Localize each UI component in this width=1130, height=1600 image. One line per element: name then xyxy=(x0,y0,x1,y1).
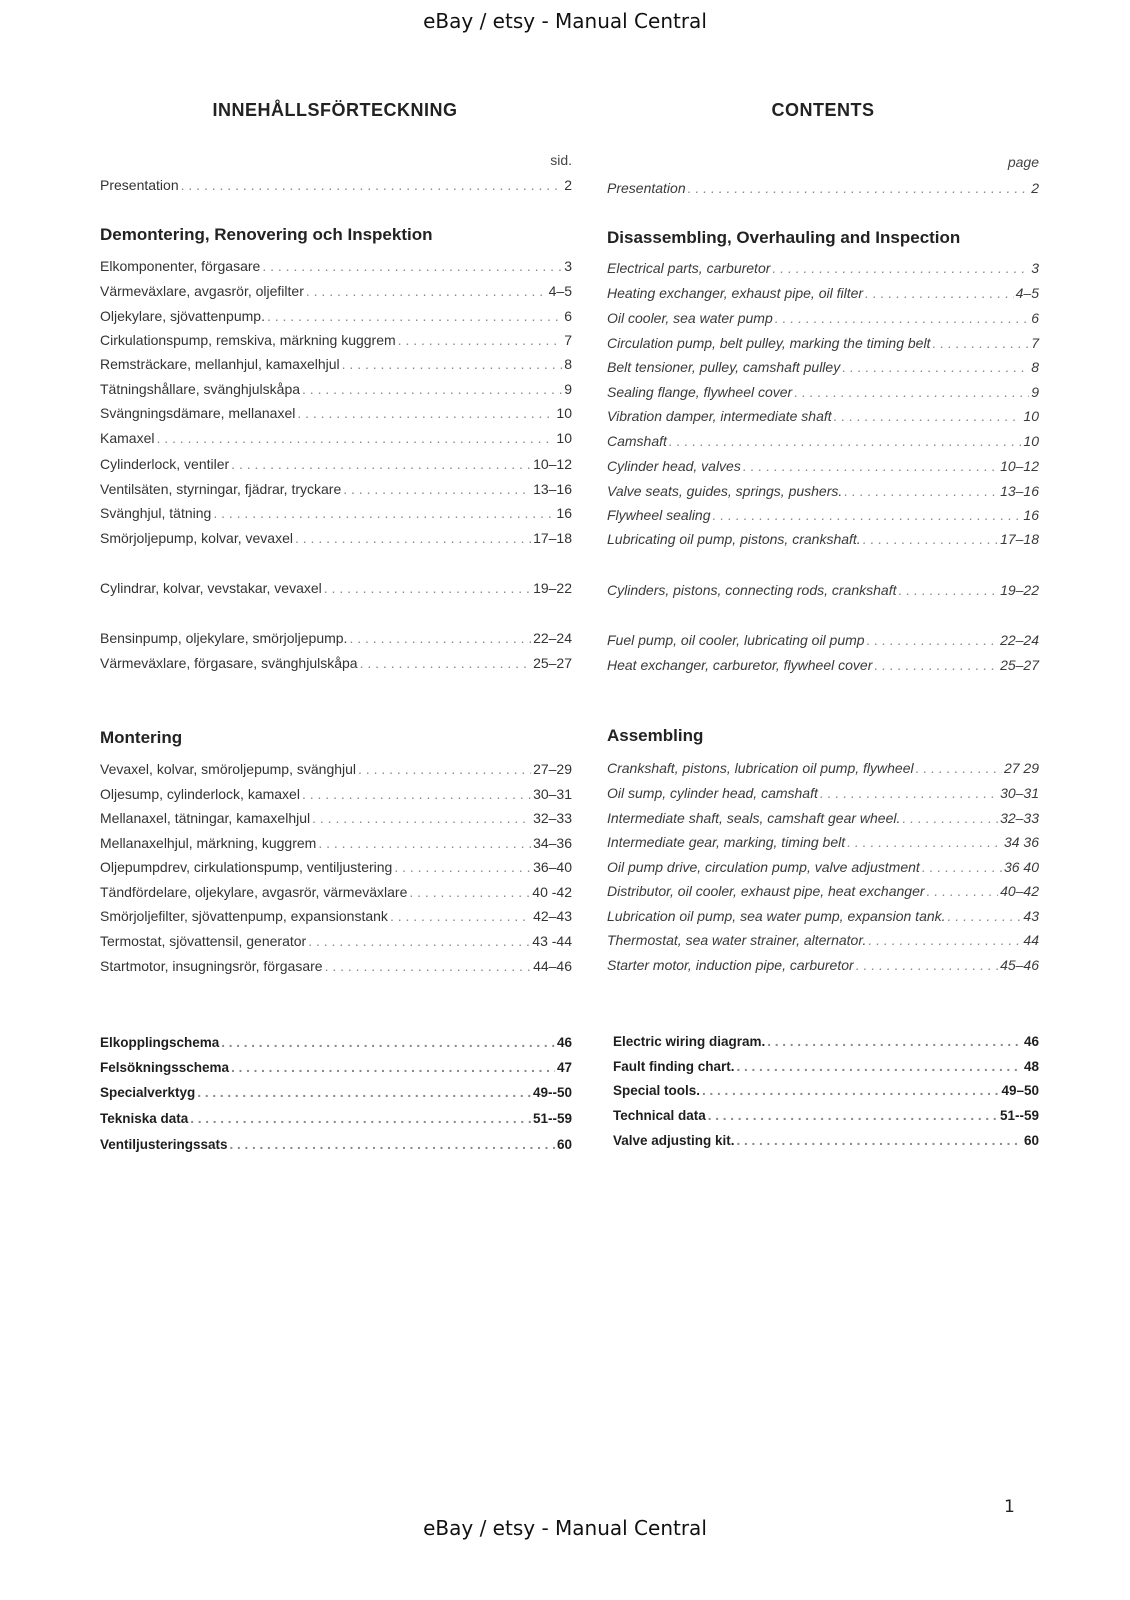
toc-entry[interactable] xyxy=(607,310,1039,330)
entry-label: Presentation xyxy=(607,180,686,196)
entry-label: Starter motor, induction pipe, carburetor xyxy=(607,957,854,973)
dot-leader xyxy=(874,657,998,673)
toc-entry-presentation[interactable] xyxy=(100,177,572,197)
entry-label: Valve adjusting kit. xyxy=(613,1133,735,1148)
entry-label: Kamaxel xyxy=(100,430,155,446)
entry-label: Electric wiring diagram. xyxy=(613,1034,766,1049)
entry-page: 16 xyxy=(556,505,572,521)
entry-label: Thermostat, sea water strainer, alternator. xyxy=(607,932,867,948)
dot-leader xyxy=(221,1035,555,1050)
toc-entry[interactable] xyxy=(607,458,1039,478)
dot-leader xyxy=(713,507,1022,523)
entry-page: 44 xyxy=(1023,932,1039,948)
toc-entry[interactable] xyxy=(607,932,1039,952)
entry-label: Tätningshållare, svänghjulskåpa xyxy=(100,381,301,397)
entry-page: 10–12 xyxy=(1000,458,1039,474)
toc-entry[interactable] xyxy=(100,786,572,806)
toc-entry-presentation[interactable] xyxy=(607,180,1039,200)
dot-leader xyxy=(743,458,998,474)
entry-label: Smörjoljepump, kolvar, vevaxel xyxy=(100,530,293,546)
entry-page: 32–33 xyxy=(1000,810,1039,826)
entry-label: Intermediate shaft, seals, camshaft gear wheel. xyxy=(607,810,901,826)
section-heading-disassembly: Disassembling, Overhauling and Inspection xyxy=(607,228,961,247)
entry-label: Ventilsäten, styrningar, fjädrar, tryckare xyxy=(100,481,342,497)
entry-label: Valve seats, guides, springs, pushers. xyxy=(607,483,843,499)
dot-leader xyxy=(669,433,1022,449)
toc-entry[interactable] xyxy=(607,632,1039,652)
toc-entry[interactable] xyxy=(100,580,572,600)
dot-leader xyxy=(181,177,563,193)
entry-label: Tändfördelare, oljekylare, avgasrör, värmeväxlare xyxy=(100,884,408,900)
toc-entry[interactable] xyxy=(100,356,572,376)
toc-appendix-entry[interactable] xyxy=(613,1059,1039,1079)
entry-label: Elkopplingschema xyxy=(100,1035,220,1050)
entry-page: 7 xyxy=(1031,335,1039,351)
toc-entry[interactable] xyxy=(100,908,572,928)
dot-leader xyxy=(772,260,1029,276)
dot-leader xyxy=(932,335,1029,351)
dot-leader xyxy=(302,786,531,802)
entry-page: 46 xyxy=(556,1035,572,1050)
entry-label: Oil sump, cylinder head, camshaft xyxy=(607,785,818,801)
dot-leader xyxy=(297,405,554,421)
page-column-label: page xyxy=(1007,154,1039,170)
entry-page: 47 xyxy=(556,1060,572,1075)
entry-label: Oljesump, cylinderlock, kamaxel xyxy=(100,786,300,802)
dot-leader xyxy=(213,505,554,521)
page-title-swedish: INNEHÅLLSFÖRTECKNING xyxy=(212,100,458,120)
toc-entry[interactable] xyxy=(100,430,572,450)
toc-appendix-entry[interactable] xyxy=(613,1108,1039,1128)
toc-entry[interactable] xyxy=(607,834,1039,854)
entry-label: Technical data xyxy=(613,1108,706,1123)
dot-leader xyxy=(394,859,531,875)
entry-label: Ventiljusteringssats xyxy=(100,1137,228,1152)
entry-page: 43 xyxy=(1023,908,1039,924)
toc-entry[interactable] xyxy=(607,433,1039,453)
toc-entry[interactable] xyxy=(100,630,572,650)
toc-entry[interactable] xyxy=(100,481,572,501)
entry-page: 27 29 xyxy=(1003,760,1039,776)
entry-label: Circulation pump, belt pulley, marking the timing belt xyxy=(607,335,931,351)
dot-leader xyxy=(302,381,562,397)
section-heading-assembly: Assembling xyxy=(607,726,704,745)
dot-leader xyxy=(688,180,1030,196)
dot-leader xyxy=(844,483,998,499)
toc-entry[interactable] xyxy=(100,505,572,525)
entry-label: Tekniska data xyxy=(100,1111,189,1126)
entry-page: 9 xyxy=(564,381,572,397)
entry-label: Cylinders, pistons, connecting rods, crankshaft xyxy=(607,582,897,598)
entry-label: Fault finding chart. xyxy=(613,1059,735,1074)
entry-label: Mellanaxel, tätningar, kamaxelhjul xyxy=(100,810,311,826)
dot-leader xyxy=(349,630,531,646)
toc-entry[interactable] xyxy=(100,761,572,781)
entry-page: 43 -44 xyxy=(532,933,572,949)
dot-leader xyxy=(324,580,531,596)
entry-page: 25–27 xyxy=(1000,657,1039,673)
entry-page: 34–36 xyxy=(533,835,572,851)
entry-page: 8 xyxy=(1031,359,1039,375)
dot-leader xyxy=(737,1133,1022,1148)
entry-label: Bensinpump, oljekylare, smörjoljepump. xyxy=(100,630,348,646)
toc-entry[interactable] xyxy=(100,308,572,328)
entry-page: 3 xyxy=(1031,260,1039,276)
toc-entry[interactable] xyxy=(100,332,572,352)
entry-label: Flywheel sealing xyxy=(607,507,711,523)
dot-leader xyxy=(231,1060,555,1075)
entry-label: Specialverktyg xyxy=(100,1085,196,1100)
entry-label: Oil pump drive, circulation pump, valve adjustment xyxy=(607,859,920,875)
toc-entry[interactable] xyxy=(607,507,1039,527)
entry-page: 36 40 xyxy=(1003,859,1039,875)
entry-page: 6 xyxy=(564,308,572,324)
toc-entry[interactable] xyxy=(607,359,1039,379)
dot-leader xyxy=(343,481,531,497)
toc-entry[interactable] xyxy=(100,958,572,978)
toc-entry[interactable] xyxy=(100,655,572,675)
entry-label: Elkomponenter, förgasare xyxy=(100,258,261,274)
dot-leader xyxy=(948,908,1022,924)
entry-page: 3 xyxy=(564,258,572,274)
entry-page: 17–18 xyxy=(533,530,572,546)
dot-leader xyxy=(842,359,1029,375)
toc-appendix-entry[interactable] xyxy=(613,1034,1039,1054)
section-heading-disassembly: Demontering, Renovering och Inspektion xyxy=(100,225,433,244)
dot-leader xyxy=(231,456,531,472)
toc-appendix-entry[interactable] xyxy=(100,1111,572,1131)
dot-leader xyxy=(927,883,999,899)
toc-entry[interactable] xyxy=(607,483,1039,503)
dot-leader xyxy=(820,785,998,801)
entry-label: Smörjoljefilter, sjövattenpump, expansionstank xyxy=(100,908,388,924)
entry-page: 7 xyxy=(564,332,572,348)
dot-leader xyxy=(398,332,563,348)
dot-leader xyxy=(358,761,531,777)
dot-leader xyxy=(295,530,531,546)
toc-entry[interactable] xyxy=(607,335,1039,355)
entry-page: 30–31 xyxy=(533,786,572,802)
toc-entry[interactable] xyxy=(100,456,572,476)
toc-entry[interactable] xyxy=(607,883,1039,903)
dot-leader xyxy=(916,760,1002,776)
dot-leader xyxy=(390,908,531,924)
dot-leader xyxy=(230,1137,555,1152)
entry-page: 2 xyxy=(564,177,572,193)
toc-entry[interactable] xyxy=(607,384,1039,404)
dot-leader xyxy=(922,859,1002,875)
entry-page: 9 xyxy=(1031,384,1039,400)
dot-leader xyxy=(360,655,531,671)
entry-label: Mellanaxelhjul, märkning, kuggrem xyxy=(100,835,317,851)
toc-entry[interactable] xyxy=(100,835,572,855)
entry-label: Crankshaft, pistons, lubrication oil pump, flywheel xyxy=(607,760,914,776)
entry-label: Heat exchanger, carburetor, flywheel cover xyxy=(607,657,873,673)
toc-entry[interactable] xyxy=(100,810,572,830)
entry-page: 10 xyxy=(1023,433,1039,449)
entry-page: 22–24 xyxy=(1000,632,1039,648)
entry-page: 10–12 xyxy=(533,456,572,472)
entry-page: 2 xyxy=(1031,180,1039,196)
dot-leader xyxy=(794,384,1029,400)
page-title-english: CONTENTS xyxy=(771,100,875,120)
entry-page: 60 xyxy=(556,1137,572,1152)
watermark-header: eBay / etsy - Manual Central xyxy=(423,9,707,33)
dot-leader xyxy=(702,1083,999,1098)
entry-label: Lubricating oil pump, pistons, crankshaft. xyxy=(607,531,861,547)
dot-leader xyxy=(190,1111,531,1126)
entry-page: 10 xyxy=(1023,408,1039,424)
dot-leader xyxy=(775,310,1029,326)
toc-entry[interactable] xyxy=(607,859,1039,879)
toc-entry[interactable] xyxy=(100,283,572,303)
toc-entry[interactable] xyxy=(100,530,572,550)
toc-entry[interactable] xyxy=(607,760,1039,780)
entry-page: 45–46 xyxy=(1000,957,1039,973)
dot-leader xyxy=(197,1085,531,1100)
dot-leader xyxy=(342,356,563,372)
entry-label: Vevaxel, kolvar, smöroljepump, svänghjul xyxy=(100,761,357,777)
section-heading-assembly: Montering xyxy=(100,728,183,747)
entry-page: 8 xyxy=(564,356,572,372)
entry-label: Distributor, oil cooler, exhaust pipe, heat exchanger xyxy=(607,883,925,899)
entry-label: Cylindrar, kolvar, vevstakar, vevaxel xyxy=(100,580,322,596)
entry-page: 22–24 xyxy=(533,630,572,646)
toc-entry[interactable] xyxy=(607,957,1039,977)
entry-page: 13–16 xyxy=(533,481,572,497)
entry-page: 44–46 xyxy=(533,958,572,974)
entry-page: 48 xyxy=(1023,1059,1039,1074)
entry-label: Intermediate gear, marking, timing belt xyxy=(607,834,846,850)
entry-page: 10 xyxy=(556,405,572,421)
toc-entry[interactable] xyxy=(100,884,572,904)
entry-page: 49–50 xyxy=(1001,1083,1039,1098)
entry-label: Sealing flange, flywheel cover xyxy=(607,384,793,400)
entry-label: Vibration damper, intermediate shaft xyxy=(607,408,832,424)
entry-page: 27–29 xyxy=(533,761,572,777)
dot-leader xyxy=(863,531,998,547)
toc-entry[interactable] xyxy=(607,408,1039,428)
entry-label: Svänghjul, tätning xyxy=(100,505,212,521)
entry-page: 51--59 xyxy=(999,1108,1039,1123)
toc-entry[interactable] xyxy=(607,785,1039,805)
entry-label: Cirkulationspump, remskiva, märkning kuggrem xyxy=(100,332,396,348)
entry-label: Startmotor, insugningsrör, förgasare xyxy=(100,958,323,974)
entry-page: 13–16 xyxy=(1000,483,1039,499)
dot-leader xyxy=(898,582,998,598)
toc-entry[interactable] xyxy=(607,810,1039,830)
entry-page: 10 xyxy=(556,430,572,446)
dot-leader xyxy=(856,957,998,973)
dot-leader xyxy=(267,308,562,324)
toc-appendix-entry[interactable] xyxy=(613,1133,1039,1153)
entry-label: Cylinderlock, ventiler xyxy=(100,456,230,472)
dot-leader xyxy=(834,408,1022,424)
dot-leader xyxy=(737,1059,1022,1074)
toc-entry[interactable] xyxy=(607,285,1039,305)
entry-page: 51--59 xyxy=(532,1111,572,1126)
toc-entry[interactable] xyxy=(607,657,1039,677)
dot-leader xyxy=(902,810,998,826)
dot-leader xyxy=(262,258,562,274)
toc-appendix-entry[interactable] xyxy=(100,1035,572,1055)
entry-label: Presentation xyxy=(100,177,179,193)
dot-leader xyxy=(867,632,998,648)
entry-label: Lubrication oil pump, sea water pump, expansion tank. xyxy=(607,908,946,924)
entry-page: 16 xyxy=(1023,507,1039,523)
toc-entry[interactable] xyxy=(100,381,572,401)
toc-entry[interactable] xyxy=(607,531,1039,551)
entry-label: Heating exchanger, exhaust pipe, oil filter xyxy=(607,285,864,301)
dot-leader xyxy=(847,834,1002,850)
entry-page: 34 36 xyxy=(1003,834,1039,850)
dot-leader xyxy=(306,283,547,299)
entry-label: Special tools. xyxy=(613,1083,701,1098)
page-column-label: sid. xyxy=(550,152,572,168)
entry-label: Värmeväxlare, förgasare, svänghjulskåpa xyxy=(100,655,358,671)
entry-label: Cylinder head, valves xyxy=(607,458,741,474)
toc-entry[interactable] xyxy=(100,859,572,879)
entry-label: Felsökningsschema xyxy=(100,1060,230,1075)
entry-label: Camshaft xyxy=(607,433,667,449)
dot-leader xyxy=(767,1034,1022,1049)
entry-page: 30–31 xyxy=(1000,785,1039,801)
entry-label: Fuel pump, oil cooler, lubricating oil pump xyxy=(607,632,865,648)
entry-page: 46 xyxy=(1023,1034,1039,1049)
entry-page: 36–40 xyxy=(533,859,572,875)
dot-leader xyxy=(318,835,531,851)
toc-entry[interactable] xyxy=(607,582,1039,602)
page-number: 1 xyxy=(1004,1497,1015,1517)
entry-page: 4–5 xyxy=(1015,285,1039,301)
entry-label: Svängningsdämare, mellanaxel xyxy=(100,405,296,421)
dot-leader xyxy=(156,430,554,446)
entry-page: 17–18 xyxy=(1000,531,1039,547)
entry-page: 25–27 xyxy=(533,655,572,671)
entry-page: 32–33 xyxy=(533,810,572,826)
toc-entry[interactable] xyxy=(607,260,1039,280)
dot-leader xyxy=(868,932,1021,948)
dot-leader xyxy=(312,810,531,826)
entry-label: Oljepumpdrev, cirkulationspump, ventiljustering xyxy=(100,859,393,875)
toc-appendix-entry[interactable] xyxy=(100,1060,572,1080)
entry-page: 49--50 xyxy=(532,1085,572,1100)
entry-page: 19–22 xyxy=(1000,582,1039,598)
toc-appendix-entry[interactable] xyxy=(100,1085,572,1105)
entry-page: 40 -42 xyxy=(532,884,572,900)
entry-page: 4–5 xyxy=(548,283,572,299)
entry-page: 19–22 xyxy=(533,580,572,596)
dot-leader xyxy=(708,1108,998,1123)
dot-leader xyxy=(865,285,1014,301)
entry-page: 40–42 xyxy=(1000,883,1039,899)
entry-label: Termostat, sjövattensil, generator xyxy=(100,933,307,949)
entry-label: Remsträckare, mellanhjul, kamaxelhjul xyxy=(100,356,340,372)
toc-entry[interactable] xyxy=(100,258,572,278)
toc-entry[interactable] xyxy=(607,908,1039,928)
toc-entry[interactable] xyxy=(100,933,572,953)
entry-label: Belt tensioner, pulley, camshaft pulley xyxy=(607,359,841,375)
entry-label: Oil cooler, sea water pump xyxy=(607,310,773,326)
entry-label: Värmeväxlare, avgasrör, oljefilter xyxy=(100,283,304,299)
toc-appendix-entry[interactable] xyxy=(100,1137,572,1157)
entry-page: 60 xyxy=(1023,1133,1039,1148)
toc-appendix-entry[interactable] xyxy=(613,1083,1039,1103)
entry-label: Oljekylare, sjövattenpump. xyxy=(100,308,265,324)
dot-leader xyxy=(409,884,530,900)
dot-leader xyxy=(308,933,530,949)
dot-leader xyxy=(325,958,532,974)
entry-page: 42–43 xyxy=(533,908,572,924)
entry-page: 6 xyxy=(1031,310,1039,326)
watermark-footer: eBay / etsy - Manual Central xyxy=(423,1516,707,1540)
toc-entry[interactable] xyxy=(100,405,572,425)
entry-label: Electrical parts, carburetor xyxy=(607,260,771,276)
